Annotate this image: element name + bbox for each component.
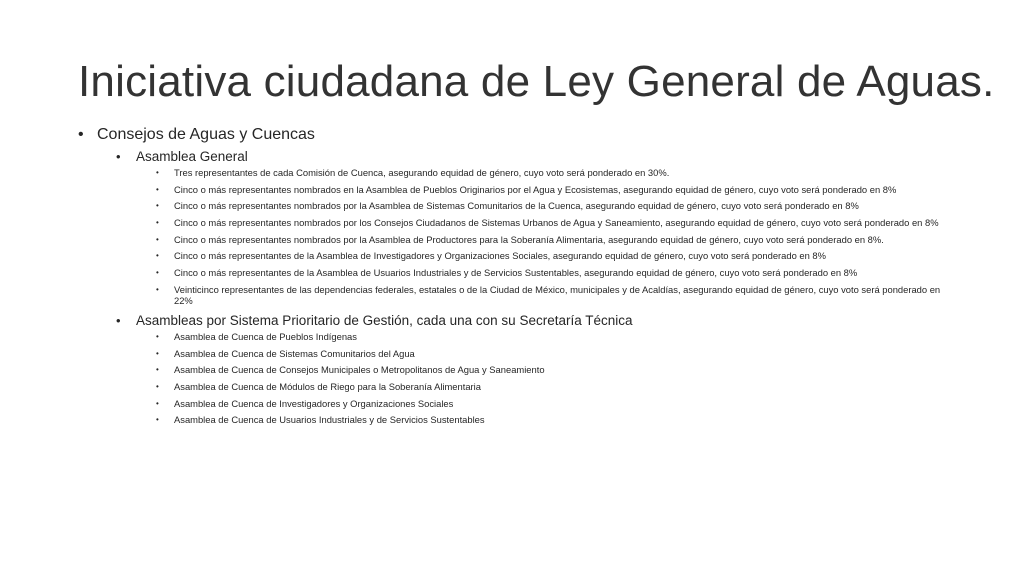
list-item xyxy=(156,331,958,343)
list-item xyxy=(156,234,958,246)
bullet-icon: • xyxy=(156,415,159,425)
bullet-icon: • xyxy=(156,234,159,244)
slide-body xyxy=(78,123,958,431)
list-item-text: Cinco o más representantes de la Asamblea de Investigadores y Organizaciones Sociales, asegurando equidad de género, cuyo voto será ponderado en 8% xyxy=(174,250,826,262)
bullet-icon: • xyxy=(156,398,159,408)
list-item xyxy=(156,250,958,262)
list-item xyxy=(156,200,958,212)
list-item xyxy=(156,184,958,196)
list-item-text: Asamblea de Cuenca de Investigadores y Organizaciones Sociales xyxy=(174,397,454,409)
section-consejos xyxy=(78,125,958,145)
bullet-icon: • xyxy=(156,184,159,194)
list-item-text: Asamblea de Cuenca de Consejos Municipales o Metropolitanos de Agua y Saneamiento xyxy=(174,364,545,376)
list-item xyxy=(156,364,958,376)
section-label: Consejos de Aguas y Cuencas xyxy=(97,126,315,143)
bullet-icon: • xyxy=(156,201,159,211)
list-item xyxy=(156,217,958,229)
list-item-text: Veinticinco representantes de las dependencias federales, estatales o de la Ciudad de México, municipales y de Acaldías, asegurando equidad de género, cuyo voto será ponderado en 22% xyxy=(174,283,941,307)
subsection-asamblea-general xyxy=(116,148,958,166)
list-item-text: Asamblea de Cuenca de Usuarios Industriales y de Servicios Sustentables xyxy=(174,414,485,426)
list-item-text: Cinco o más representantes nombrados por los Consejos Ciudadanos de Sistemas Urbanos de Agua y Saneamiento, asegurando equidad de género, cuyo voto será ponderado en 8% xyxy=(174,217,939,229)
list-item xyxy=(156,348,958,360)
bullet-icon: • xyxy=(116,149,121,164)
subsection-label: Asamblea General xyxy=(136,149,248,164)
bullet-icon: • xyxy=(116,313,121,328)
bullet-icon: • xyxy=(156,251,159,261)
list-item-text: Cinco o más representantes nombrados en la Asamblea de Pueblos Originarios por el Agua y Ecosistemas, asegurando equidad de género, cuyo voto será ponderado en 8% xyxy=(174,183,897,195)
bullet-list xyxy=(78,125,958,426)
bullet-icon: • xyxy=(78,126,84,143)
list-item-text: Cinco o más representantes nombrados por la Asamblea de Productores para la Soberanía Alimentaria, asegurando equidad de género, cuyo voto será ponderado en 8%. xyxy=(174,233,884,245)
subsection-label: Asambleas por Sistema Prioritario de Gestión, cada una con su Secretaría Técnica xyxy=(136,313,633,328)
list-item xyxy=(156,267,958,279)
slide-title: Iniciativa ciudadana de Ley General de Aguas. xyxy=(78,57,995,106)
list-item xyxy=(156,398,958,410)
list-item xyxy=(156,414,958,426)
bullet-icon: • xyxy=(156,332,159,341)
bullet-icon: • xyxy=(156,365,159,375)
list-item xyxy=(156,381,958,393)
list-item xyxy=(156,167,958,179)
list-item-text: Tres representantes de cada Comisión de Cuenca, asegurando equidad de género, cuyo voto será ponderado en 30%. xyxy=(174,167,670,178)
list-item-text: Asamblea de Cuenca de Pueblos Indígenas xyxy=(174,331,357,342)
list-item xyxy=(156,284,958,307)
bullet-icon: • xyxy=(156,382,159,392)
bullet-icon: • xyxy=(156,168,159,177)
bullet-icon: • xyxy=(156,218,159,228)
list-item-text: Asamblea de Cuenca de Módulos de Riego para la Soberanía Alimentaria xyxy=(174,381,481,393)
list-item-text: Asamblea de Cuenca de Sistemas Comunitarios del Agua xyxy=(174,347,415,359)
bullet-icon: • xyxy=(156,268,159,278)
bullet-icon: • xyxy=(156,348,159,358)
bullet-icon: • xyxy=(156,284,159,294)
list-item-text: Cinco o más representantes de la Asamblea de Usuarios Industriales y de Servicios Sustentables, asegurando equidad de género, cuyo voto será ponderado en 8% xyxy=(174,267,858,279)
subsection-asambleas-sistema xyxy=(116,312,958,330)
list-item-text: Cinco o más representantes nombrados por la Asamblea de Sistemas Comunitarios de la Cuenca, asegurando equidad de género, cuyo voto será ponderado en 8% xyxy=(174,200,859,212)
